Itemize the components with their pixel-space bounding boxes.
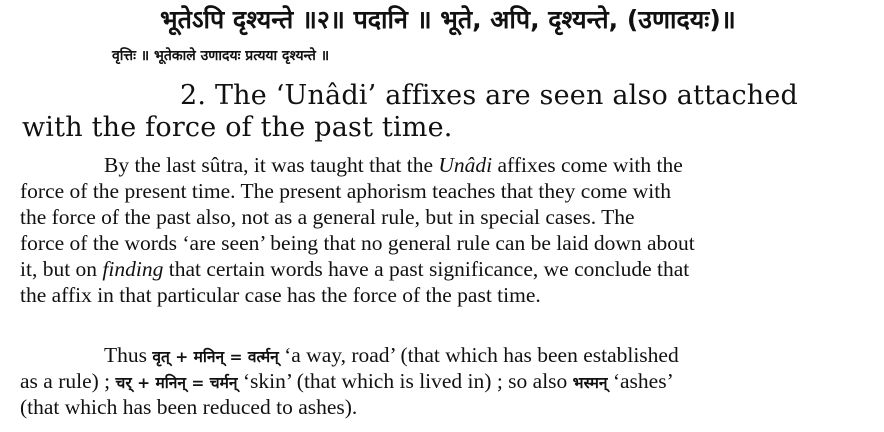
commentary-line-3: the force of the past also, not as a general rule, but in special cases. The [20, 205, 635, 229]
example-vartman: वृत् + मनिन् = वर्त्मन् [152, 348, 279, 366]
translation-line-1: 2. The ‘Unâdi’ affixes are seen also attached [180, 80, 799, 111]
commentary-line-5: it, but on finding that certain words have a past significance, we conclude that [20, 257, 690, 281]
commentary-line-4: force of the words ‘are seen’ being that no general rule can be laid down about [20, 231, 695, 255]
example-line-2: as a rule) ; चर् + मनिन् = चर्मन् ‘skin’ (that which is lived in) ; so also भस्मन् ‘ashes’ [20, 369, 674, 393]
example-line-1: Thus वृत् + मनिन् = वर्त्मन् ‘a way, road’ (that which has been established [104, 343, 679, 367]
commentary-line-6: the affix in that particular case has the force of the past time. [20, 283, 541, 307]
commentary-line-2: force of the present time. The present aphorism teaches that they come with [20, 179, 671, 203]
term-finding: finding [102, 257, 164, 281]
sutra-heading: भूतेऽपि दृश्यन्ते ॥२॥ पदानि ॥ भूते, अपि, दृश्यन्ते, (उणादयः)॥ [160, 5, 736, 34]
example-line-3: (that which has been reduced to ashes). [20, 395, 358, 419]
example-charman: चर् + मनिन् = चर्मन् [115, 374, 238, 392]
translation-line-2: with the force of the past time. [22, 112, 453, 143]
commentary-line-1: By the last sûtra, it was taught that the Unâdi affixes come with the [104, 153, 683, 177]
example-bhasman: भस्मन् [572, 374, 608, 392]
term-unadi: Unâdi [438, 153, 493, 177]
vritti-line: वृत्तिः ॥ भूतेकाले उणादयः प्रत्यया दृश्यन्ते ॥ [112, 48, 330, 64]
